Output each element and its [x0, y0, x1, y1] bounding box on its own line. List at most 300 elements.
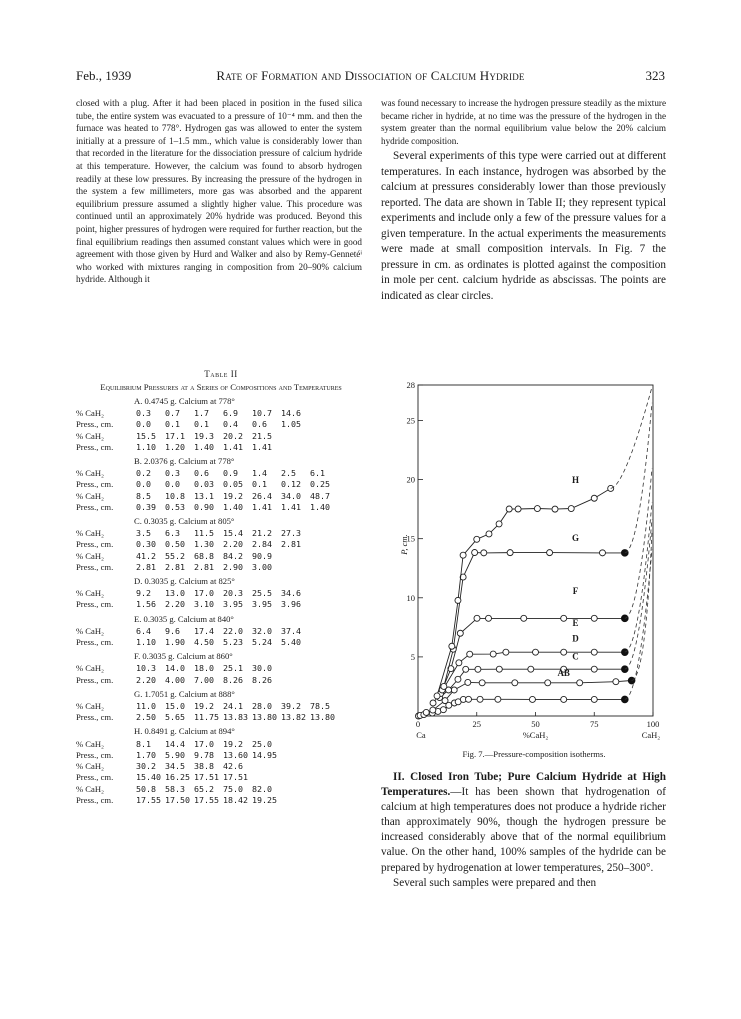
table-cell: 48.7: [310, 490, 330, 501]
table-row: [76, 468, 366, 479]
table-cell: 9.6: [165, 625, 180, 636]
table-cell: 0.50: [165, 539, 185, 550]
data-point: [481, 550, 487, 556]
row-label: Press., cm.: [76, 794, 114, 805]
table-cell: 8.26: [252, 674, 272, 685]
table-cell: 1.56: [136, 599, 156, 610]
section-ii-paragraph-2: Several such samples were prepared and then: [393, 876, 597, 889]
data-point: [599, 550, 605, 556]
row-label: % CaH₂: [76, 490, 105, 501]
row-label: Press., cm.: [76, 479, 114, 490]
table-row: [76, 408, 366, 419]
table-cell: 75.0: [223, 783, 243, 794]
data-point: [495, 696, 501, 702]
table-row: [76, 419, 366, 430]
section-ii: [381, 770, 666, 891]
table-cell: 1.10: [136, 441, 156, 452]
table-cell: 14.6: [281, 408, 301, 419]
table-cell: 2.81: [281, 539, 301, 550]
table-cell: 68.8: [194, 550, 214, 561]
table-cell: 10.8: [165, 490, 185, 501]
y-axis-label: P, cm.: [399, 534, 409, 555]
table-cell: 3.96: [281, 599, 301, 610]
table-cell: 38.8: [194, 761, 214, 772]
table-cell: 78.5: [310, 701, 330, 712]
table-cell: 15.5: [136, 430, 156, 441]
row-label: % CaH₂: [76, 625, 105, 636]
table-cell: 5.65: [165, 712, 185, 723]
row-label: Press., cm.: [76, 561, 114, 572]
table-cell: 6.3: [165, 528, 180, 539]
table-cell: 58.3: [165, 783, 185, 794]
curve-label-c: C: [572, 651, 579, 662]
data-point: [479, 680, 485, 686]
row-label: % CaH₂: [76, 550, 105, 561]
table-cell: 2.81: [194, 561, 214, 572]
table-cell: 0.7: [165, 408, 180, 419]
table-cell: 28.0: [252, 701, 272, 712]
table-row: [76, 562, 366, 573]
table-cell: 2.84: [252, 539, 272, 550]
table-cell: 4.50: [194, 637, 214, 648]
table-cell: 0.3: [136, 408, 151, 419]
data-point: [430, 707, 436, 713]
table-cell: 11.5: [194, 528, 214, 539]
data-point: [507, 550, 513, 556]
table-cell: 2.20: [136, 674, 156, 685]
table-section: [76, 395, 366, 453]
data-point: [451, 687, 457, 693]
data-point: [591, 615, 597, 621]
data-point: [561, 649, 567, 655]
table-cell: 27.3: [281, 528, 301, 539]
table-cell: 50.8: [136, 783, 156, 794]
x-axis-label: %CaH₂: [522, 730, 549, 740]
data-point: [521, 615, 527, 621]
x-tick-label: 50: [531, 719, 540, 729]
curve-label-h: H: [571, 475, 579, 486]
table-cell: 18.0: [194, 663, 214, 674]
table-row: [76, 663, 366, 674]
table-ii: [76, 369, 366, 806]
table-cell: 15.40: [136, 772, 161, 783]
section-ii-text: —It has been shown that hydrogenation of calcium at high temperatures does not produce a hydride richer than approximately 90%, though the hydrogen pressure be increased considerably above that of the normal equilibrium value. On the other hand, 100% samples of the hydride can be prepared by hydrogenation at lower temperatures, 250–300°.: [381, 786, 666, 874]
section-ii-paragraph-1: [381, 770, 666, 876]
table-cell: 1.4: [252, 468, 267, 479]
row-label: Press., cm.: [76, 599, 114, 610]
isotherm-e: [433, 652, 625, 703]
table-row: [76, 637, 366, 648]
table-cell: 25.5: [252, 588, 272, 599]
table-cell: 3.10: [194, 599, 214, 610]
table-cell: 1.40: [223, 501, 243, 512]
table-cell: 20.2: [223, 430, 243, 441]
table-cell: 11.0: [136, 701, 156, 712]
data-point: [456, 660, 462, 666]
table-cell: 37.4: [281, 625, 301, 636]
table-cell: 1.41: [281, 501, 301, 512]
isotherm-chart: [398, 379, 670, 747]
table-row: [76, 588, 366, 599]
table-cell: 10.7: [252, 408, 272, 419]
table-cell: 55.2: [165, 550, 185, 561]
table-cell: 82.0: [252, 783, 272, 794]
data-point: [561, 696, 567, 702]
table-cell: 1.7: [194, 408, 209, 419]
table-cell: 2.50: [136, 712, 156, 723]
x-end-left-label: Ca: [416, 730, 426, 740]
figure-caption: Fig. 7.—Pressure-composition isotherms.: [462, 749, 606, 759]
row-label: Press., cm.: [76, 712, 114, 723]
x-tick-label: 75: [590, 719, 599, 729]
row-label: % CaH₂: [76, 663, 105, 674]
table-cell: 16.25: [165, 772, 190, 783]
table-cell: 21.5: [252, 430, 272, 441]
table-cell: 9.2: [136, 588, 151, 599]
table-cell: 4.00: [165, 674, 185, 685]
y-tick-label: 25: [406, 415, 415, 426]
table-cell: 34.5: [165, 761, 185, 772]
table-cell: 0.12: [281, 479, 301, 490]
data-point-filled: [622, 615, 629, 622]
row-label: Press., cm.: [76, 637, 114, 648]
table-cell: 7.00: [194, 674, 214, 685]
table-section-title: H. 0.8491 g. Calcium at 894°: [134, 726, 235, 737]
x-tick-label: 100: [646, 719, 660, 729]
table-row: [76, 784, 366, 795]
table-cell: 1.41: [252, 441, 272, 452]
table-cell: 0.4: [223, 419, 238, 430]
data-point-filled: [622, 666, 629, 673]
table-cell: 14.4: [165, 738, 185, 749]
data-point: [486, 615, 492, 621]
table-cell: 1.70: [136, 749, 156, 760]
table-cell: 8.1: [136, 738, 151, 749]
table-row: [76, 795, 366, 806]
data-point: [496, 666, 502, 672]
table-cell: 0.30: [136, 539, 156, 550]
data-point-filled: [622, 649, 629, 656]
data-point-filled: [622, 550, 629, 557]
table-cell: 17.0: [194, 738, 214, 749]
data-point-filled: [628, 677, 635, 684]
isotherm-c: [426, 681, 631, 713]
data-point: [529, 696, 535, 702]
table-cell: 2.20: [223, 539, 243, 550]
table-cell: 20.3: [223, 588, 243, 599]
table-cell: 14.95: [252, 749, 277, 760]
data-point: [506, 506, 512, 512]
table-cell: 13.82: [281, 712, 306, 723]
table-cell: 1.05: [281, 419, 301, 430]
data-point: [434, 693, 440, 699]
figure-7: [398, 379, 670, 771]
table-cell: 84.2: [223, 550, 243, 561]
table-cell: 0.1: [194, 419, 209, 430]
table-row: [76, 772, 366, 783]
data-point: [474, 615, 480, 621]
data-point: [441, 683, 447, 689]
table-cell: 0.39: [136, 501, 156, 512]
data-point: [467, 651, 473, 657]
table-cell: 2.5: [281, 468, 296, 479]
table-cell: 90.9: [252, 550, 272, 561]
table-cell: 13.1: [194, 490, 214, 501]
table-cell: 0.3: [165, 468, 180, 479]
table-cell: 1.90: [165, 637, 185, 648]
data-point: [466, 696, 472, 702]
table-cell: 2.81: [136, 561, 156, 572]
table-title: Equilibrium Pressures at a Series of Compositions and Temperatures: [100, 382, 342, 392]
table-cell: 0.03: [194, 479, 214, 490]
x-tick-label: 25: [472, 719, 481, 729]
table-row: [76, 551, 366, 562]
data-point: [545, 680, 551, 686]
data-point: [423, 709, 429, 715]
table-cell: 2.20: [165, 599, 185, 610]
data-point: [591, 649, 597, 655]
data-point: [463, 666, 469, 672]
left-paragraph: closed with a plug. After it had been placed in position in the fused silica tube, the entire system was evacuated to a pressure of 10⁻⁴ mm. and then the furnace was heated to 778°. Hydrogen gas was allowed to enter the system initially at a pressure of 1–1.5 mm., which value is considerably lower than that recorded in the literature for the dissociation pressure of calcium hydride at this temperature. However, the calcium was found to absorb hydrogen readily at these low pressures. By increasing the pressure of the hydrogen in the system a few millimeters, more gas was absorbed and the apparent equilibrium pressure assumed a slightly higher value. This procedure was continued until an approximately 20% hydride was produced. Beyond this point, higher pressures of hydrogen were required for further reaction, but the final equilibrium readings then assumed constant values which were in good agreement with those given by Hurd and Walker and also by Remy-Gennetéⁱ who worked with mixtures ranging in composition from 20–90% calcium hydride. Although it: [76, 98, 362, 285]
data-point: [457, 630, 463, 636]
table-cell: 13.80: [310, 712, 335, 723]
table-cell: 34.0: [281, 490, 301, 501]
table-section-title: E. 0.3035 g. Calcium at 840°: [134, 613, 234, 624]
table-cell: 19.25: [252, 794, 277, 805]
row-label: Press., cm.: [76, 674, 114, 685]
data-point: [552, 506, 558, 512]
table-cell: 17.55: [136, 794, 161, 805]
table-cell: 65.2: [194, 783, 214, 794]
table-section-title: D. 0.3035 g. Calcium at 825°: [134, 576, 235, 587]
data-point: [591, 696, 597, 702]
data-point: [465, 679, 471, 685]
table-cell: 17.51: [194, 772, 219, 783]
isotherm-g: [444, 553, 625, 687]
row-label: Press., cm.: [76, 419, 114, 430]
data-point: [496, 521, 502, 527]
table-cell: 30.0: [252, 663, 272, 674]
table-cell: 26.4: [252, 490, 272, 501]
table-cell: 1.30: [194, 539, 214, 550]
table-section-title: B. 2.0376 g. Calcium at 778°: [134, 456, 235, 467]
data-point: [568, 506, 574, 512]
table-cell: 25.1: [223, 663, 243, 674]
running-header: [76, 68, 665, 84]
table-cell: 14.0: [165, 663, 185, 674]
table-cell: 0.9: [223, 468, 238, 479]
data-point: [503, 649, 509, 655]
table-row: [76, 442, 366, 453]
running-title: Rate of Formation and Dissociation of Calcium Hydride: [216, 68, 525, 83]
row-label: % CaH₂: [76, 588, 105, 599]
table-cell: 30.2: [136, 761, 156, 772]
table-cell: 39.2: [281, 701, 301, 712]
data-point: [486, 531, 492, 537]
extrapolation-g: [625, 403, 652, 553]
data-point: [512, 680, 518, 686]
table-row: [76, 750, 366, 761]
curve-label-g: G: [571, 533, 579, 544]
table-cell: 25.0: [252, 738, 272, 749]
x-tick-label: 0: [415, 719, 421, 729]
table-caption: Table II: [204, 369, 238, 379]
table-row: [76, 675, 366, 686]
row-label: % CaH₂: [76, 430, 105, 441]
data-point: [577, 680, 583, 686]
right-paragraph-2: Several experiments of this type were carried out at different temperatures. In each instance, hydrogen was absorbed by the calcium at pressures considerably lower than those previously reported. The data are shown in Table II; they represent typical experiments and include only a few of the pressure values for a given temperature. In the actual experiments the measurements were made at small composition intervals. In Fig. 7 the pressure in cm. as ordinates is plotted against the composition in mole per cent. calcium hydride as abscissas. The points are indicated as clear circles.: [381, 150, 666, 302]
table-cell: 6.9: [223, 408, 238, 419]
table-cell: 0.6: [194, 468, 209, 479]
data-point: [561, 615, 567, 621]
row-label: % CaH₂: [76, 468, 105, 479]
table-cell: 11.75: [194, 712, 219, 723]
table-body: [76, 395, 366, 806]
table-cell: 5.40: [281, 637, 301, 648]
table-cell: 0.6: [252, 419, 267, 430]
table-row: [76, 539, 366, 550]
data-point: [460, 552, 466, 558]
table-row: [76, 491, 366, 502]
table-cell: 0.05: [223, 479, 243, 490]
row-label: Press., cm.: [76, 749, 114, 760]
table-cell: 9.78: [194, 749, 214, 760]
table-cell: 19.2: [223, 490, 243, 501]
table-cell: 0.0: [136, 419, 151, 430]
table-cell: 0.1: [165, 419, 180, 430]
table-section: [76, 613, 366, 649]
table-cell: 19.3: [194, 430, 214, 441]
table-cell: 17.0: [194, 588, 214, 599]
table-cell: 0.53: [165, 501, 185, 512]
issue-date: Feb., 1939: [76, 68, 132, 83]
table-cell: 18.42: [223, 794, 248, 805]
row-label: Press., cm.: [76, 441, 114, 452]
table-cell: 0.0: [165, 479, 180, 490]
table-cell: 32.0: [252, 625, 272, 636]
table-row: [76, 528, 366, 539]
table-cell: 17.51: [223, 772, 248, 783]
row-label: % CaH₂: [76, 701, 105, 712]
table-cell: 15.0: [165, 701, 185, 712]
table-cell: 34.6: [281, 588, 301, 599]
data-point: [534, 506, 540, 512]
table-row: [76, 502, 366, 513]
curve-label-f: F: [572, 586, 579, 597]
table-cell: 1.41: [223, 441, 243, 452]
data-point: [430, 700, 436, 706]
y-tick-label: 20: [406, 474, 415, 485]
row-label: Press., cm.: [76, 539, 114, 550]
table-cell: 1.10: [136, 637, 156, 648]
curve-label-e: E: [572, 618, 579, 629]
table-row: [76, 761, 366, 772]
table-row: [76, 626, 366, 637]
table-section: [76, 650, 366, 686]
row-label: % CaH₂: [76, 738, 105, 749]
table-cell: 42.6: [223, 761, 243, 772]
extrapolation-h: [611, 387, 652, 488]
data-point: [547, 550, 553, 556]
table-cell: 0.1: [252, 479, 267, 490]
table-section: [76, 575, 366, 611]
extrapolation-ab: [625, 549, 652, 699]
data-point: [475, 666, 481, 672]
table-cell: 6.1: [310, 468, 325, 479]
table-cell: 0.90: [194, 501, 214, 512]
data-point: [440, 707, 446, 713]
table-cell: 1.41: [252, 501, 272, 512]
table-cell: 3.00: [252, 561, 272, 572]
row-label: Press., cm.: [76, 772, 114, 783]
data-point: [477, 696, 483, 702]
data-point: [455, 597, 461, 603]
y-tick-label: 10: [406, 592, 415, 603]
isotherm-h: [437, 488, 611, 696]
data-point: [449, 643, 455, 649]
table-section-title: G. 1.7051 g. Calcium at 888°: [134, 688, 235, 699]
table-cell: 13.83: [223, 712, 248, 723]
table-section: [76, 515, 366, 573]
row-label: % CaH₂: [76, 528, 105, 539]
table-section-title: A. 0.4745 g. Calcium at 778°: [134, 396, 235, 406]
table-row: [76, 479, 366, 490]
table-row: [76, 431, 366, 442]
data-point: [613, 679, 619, 685]
row-label: % CaH₂: [76, 783, 105, 794]
table-cell: 13.0: [165, 588, 185, 599]
data-point: [533, 649, 539, 655]
table-cell: 0.0: [136, 479, 151, 490]
table-cell: 5.24: [252, 637, 272, 648]
y-tick-label: 15: [406, 533, 415, 544]
table-cell: 5.90: [165, 749, 185, 760]
table-section-title: C. 0.3035 g. Calcium at 805°: [134, 516, 235, 527]
data-point: [515, 506, 521, 512]
data-point: [528, 666, 534, 672]
table-cell: 13.80: [252, 712, 277, 723]
table-cell: 21.2: [252, 528, 272, 539]
table-row: [76, 701, 366, 712]
table-cell: 2.90: [223, 561, 243, 572]
data-point: [490, 651, 496, 657]
data-point: [591, 666, 597, 672]
table-cell: 17.4: [194, 625, 214, 636]
table-cell: 0.25: [310, 479, 330, 490]
table-cell: 2.81: [165, 561, 185, 572]
section-ii-heading: II. Closed Iron Tube; Pure Calcium Hydride at High Temperatures.: [381, 771, 666, 799]
table-section: [76, 725, 366, 805]
table-cell: 1.40: [194, 441, 214, 452]
row-label: % CaH₂: [76, 761, 105, 772]
curve-label-d: D: [572, 633, 579, 644]
table-cell: 10.3: [136, 663, 156, 674]
table-cell: 17.50: [165, 794, 190, 805]
x-end-right-label: CaH₂: [641, 730, 661, 740]
table-cell: 19.2: [223, 738, 243, 749]
table-cell: 3.5: [136, 528, 151, 539]
table-cell: 8.26: [223, 674, 243, 685]
table-cell: 0.2: [136, 468, 151, 479]
table-row: [76, 739, 366, 750]
table-cell: 1.40: [310, 501, 330, 512]
data-point: [591, 495, 597, 501]
right-column: [381, 97, 666, 304]
table-cell: 15.4: [223, 528, 243, 539]
table-cell: 17.1: [165, 430, 185, 441]
data-point: [455, 676, 461, 682]
left-column: [76, 97, 362, 286]
